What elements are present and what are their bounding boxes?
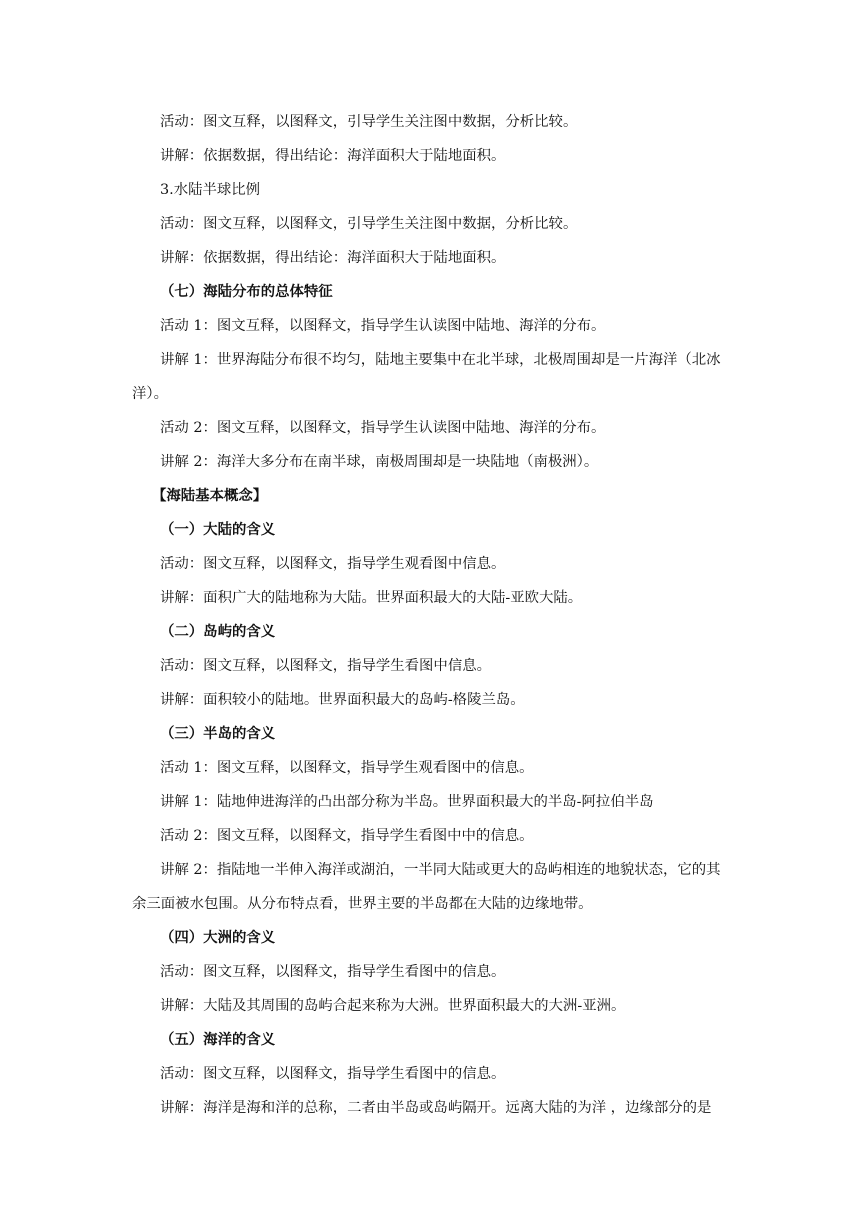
section-heading: （二）岛屿的含义 xyxy=(160,623,276,640)
paragraph-line: 活动 1：图文互释，以图释文，指导学生认读图中陆地、海洋的分布。 xyxy=(160,318,606,334)
section-heading: （五）海洋的含义 xyxy=(160,1031,276,1048)
paragraph-line: 讲解：面积广大的陆地称为大陆。世界面积最大的大陆-亚欧大陆。 xyxy=(160,590,583,606)
paragraph-wrapped: 讲解 2：指陆地一半伸入海洋或湖泊，一半同大陆或更大的岛屿相连的地貌状态，它的其余三面被水包围。从分布特点看，世界主要的半岛都在大陆的边缘地带。 xyxy=(132,862,721,912)
paragraph-line: 活动 2：图文互释，以图释文，指导学生认读图中陆地、海洋的分布。 xyxy=(160,420,606,436)
paragraph-line: 活动：图文互释，以图释文，引导学生关注图中数据，分析比较。 xyxy=(160,216,578,232)
section-heading: （七）海陆分布的总体特征 xyxy=(160,283,333,300)
section-heading: （四）大洲的含义 xyxy=(160,929,276,946)
paragraph-line: 3.水陆半球比例 xyxy=(160,182,261,198)
paragraph-line: 活动：图文互释，以图释文，指导学生看图中的信息。 xyxy=(160,964,506,980)
paragraph-line: 活动：图文互释，以图释文，指导学生看图中的信息。 xyxy=(160,1066,506,1082)
paragraph-line: 活动：图文互释，以图释文，引导学生关注图中数据，分析比较。 xyxy=(160,114,578,130)
section-heading: （三）半岛的含义 xyxy=(160,725,276,742)
section-heading: （一）大陆的含义 xyxy=(160,521,276,538)
paragraph-wrapped: 讲解 1：世界海陆分布很不均匀，陆地主要集中在北半球，北极周围却是一片海洋（北冰洋）。 xyxy=(132,352,721,402)
paragraph-line: 讲解 2：海洋大多分布在南半球，南极周围却是一块陆地（南极洲）。 xyxy=(160,454,599,470)
paragraph-line: 讲解：依据数据，得出结论：海洋面积大于陆地面积。 xyxy=(160,148,506,164)
paragraph-line: 讲解：海洋是海和洋的总称，二者由半岛或岛屿隔开。远离大陆的为洋 ，边缘部分的是 xyxy=(160,1100,712,1116)
paragraph-line: 讲解：面积较小的陆地。世界面积最大的岛屿-格陵兰岛。 xyxy=(160,692,525,708)
paragraph-line: 活动 1：图文互释，以图释文，指导学生观看图中的信息。 xyxy=(160,760,534,776)
paragraph-line: 讲解 1：陆地伸进海洋的凸出部分称为半岛。世界面积最大的半岛-阿拉伯半岛 xyxy=(160,794,654,810)
chapter-heading: 【海陆基本概念】 xyxy=(152,487,268,504)
paragraph-line: 活动 2：图文互释，以图释文，指导学生看图中中的信息。 xyxy=(160,828,534,844)
paragraph-line: 讲解：依据数据，得出结论：海洋面积大于陆地面积。 xyxy=(160,250,506,266)
paragraph-line: 讲解：大陆及其周围的岛屿合起来称为大洲。世界面积最大的大洲-亚洲。 xyxy=(160,998,626,1014)
paragraph-line: 活动：图文互释，以图释文，指导学生观看图中信息。 xyxy=(160,556,506,572)
paragraph-line: 活动：图文互释，以图释文，指导学生看图中信息。 xyxy=(160,658,491,674)
